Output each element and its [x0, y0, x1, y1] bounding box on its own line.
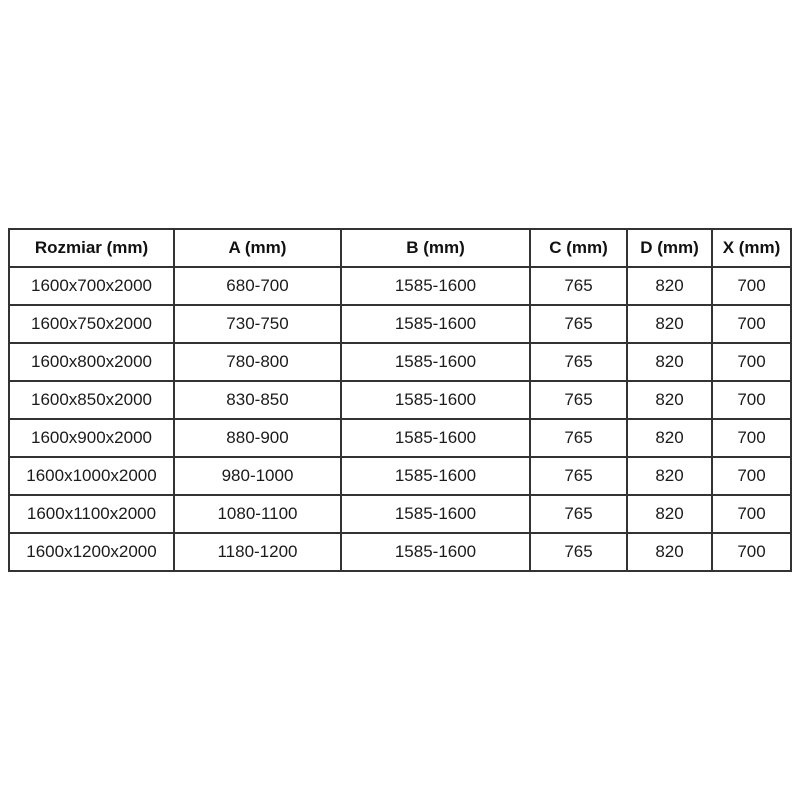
table-cell: 765 — [530, 457, 627, 495]
table-cell: 730-750 — [174, 305, 341, 343]
table-cell: 1585-1600 — [341, 267, 530, 305]
table-cell: 820 — [627, 267, 712, 305]
table-cell: 1585-1600 — [341, 495, 530, 533]
table-cell: 700 — [712, 419, 791, 457]
table-cell: 765 — [530, 381, 627, 419]
table-cell: 1585-1600 — [341, 381, 530, 419]
size-spec-table — [8, 228, 792, 572]
column-header-x: X (mm) — [712, 229, 791, 267]
table-cell: 1600x850x2000 — [9, 381, 174, 419]
column-header-c: C (mm) — [530, 229, 627, 267]
table-cell: 700 — [712, 457, 791, 495]
table-cell: 830-850 — [174, 381, 341, 419]
table-row — [9, 495, 791, 533]
table-cell: 820 — [627, 457, 712, 495]
table-row — [9, 343, 791, 381]
table-cell: 1585-1600 — [341, 343, 530, 381]
column-header-rozmiar: Rozmiar (mm) — [9, 229, 174, 267]
table-row — [9, 267, 791, 305]
table-cell: 680-700 — [174, 267, 341, 305]
table-cell: 1180-1200 — [174, 533, 341, 571]
table-cell: 765 — [530, 343, 627, 381]
table-cell: 1600x1000x2000 — [9, 457, 174, 495]
table-cell: 820 — [627, 533, 712, 571]
table-cell: 1585-1600 — [341, 419, 530, 457]
table-row — [9, 457, 791, 495]
table-cell: 780-800 — [174, 343, 341, 381]
table-cell: 820 — [627, 305, 712, 343]
table-cell: 980-1000 — [174, 457, 341, 495]
table-body — [9, 267, 791, 571]
table-row — [9, 419, 791, 457]
table-cell: 1585-1600 — [341, 533, 530, 571]
table-cell: 700 — [712, 267, 791, 305]
table-cell: 820 — [627, 419, 712, 457]
table-cell: 1600x1100x2000 — [9, 495, 174, 533]
table-cell: 1585-1600 — [341, 305, 530, 343]
table-cell: 1080-1100 — [174, 495, 341, 533]
table-cell: 820 — [627, 381, 712, 419]
table-cell: 765 — [530, 495, 627, 533]
table-cell: 700 — [712, 495, 791, 533]
table-cell: 700 — [712, 305, 791, 343]
table-row — [9, 305, 791, 343]
column-header-d: D (mm) — [627, 229, 712, 267]
table-cell: 700 — [712, 381, 791, 419]
table-cell: 1600x800x2000 — [9, 343, 174, 381]
column-header-a: A (mm) — [174, 229, 341, 267]
table-cell: 1600x750x2000 — [9, 305, 174, 343]
table-cell: 700 — [712, 343, 791, 381]
table-cell: 820 — [627, 495, 712, 533]
table-row — [9, 381, 791, 419]
table-row — [9, 533, 791, 571]
column-header-b: B (mm) — [341, 229, 530, 267]
table-cell: 765 — [530, 267, 627, 305]
table-cell: 820 — [627, 343, 712, 381]
table-cell: 1585-1600 — [341, 457, 530, 495]
table-cell: 880-900 — [174, 419, 341, 457]
table-cell: 1600x1200x2000 — [9, 533, 174, 571]
table-header — [9, 229, 791, 267]
table-cell: 765 — [530, 533, 627, 571]
table-cell: 1600x700x2000 — [9, 267, 174, 305]
table-cell: 765 — [530, 419, 627, 457]
header-row — [9, 229, 791, 267]
table-cell: 1600x900x2000 — [9, 419, 174, 457]
table-cell: 700 — [712, 533, 791, 571]
table-cell: 765 — [530, 305, 627, 343]
